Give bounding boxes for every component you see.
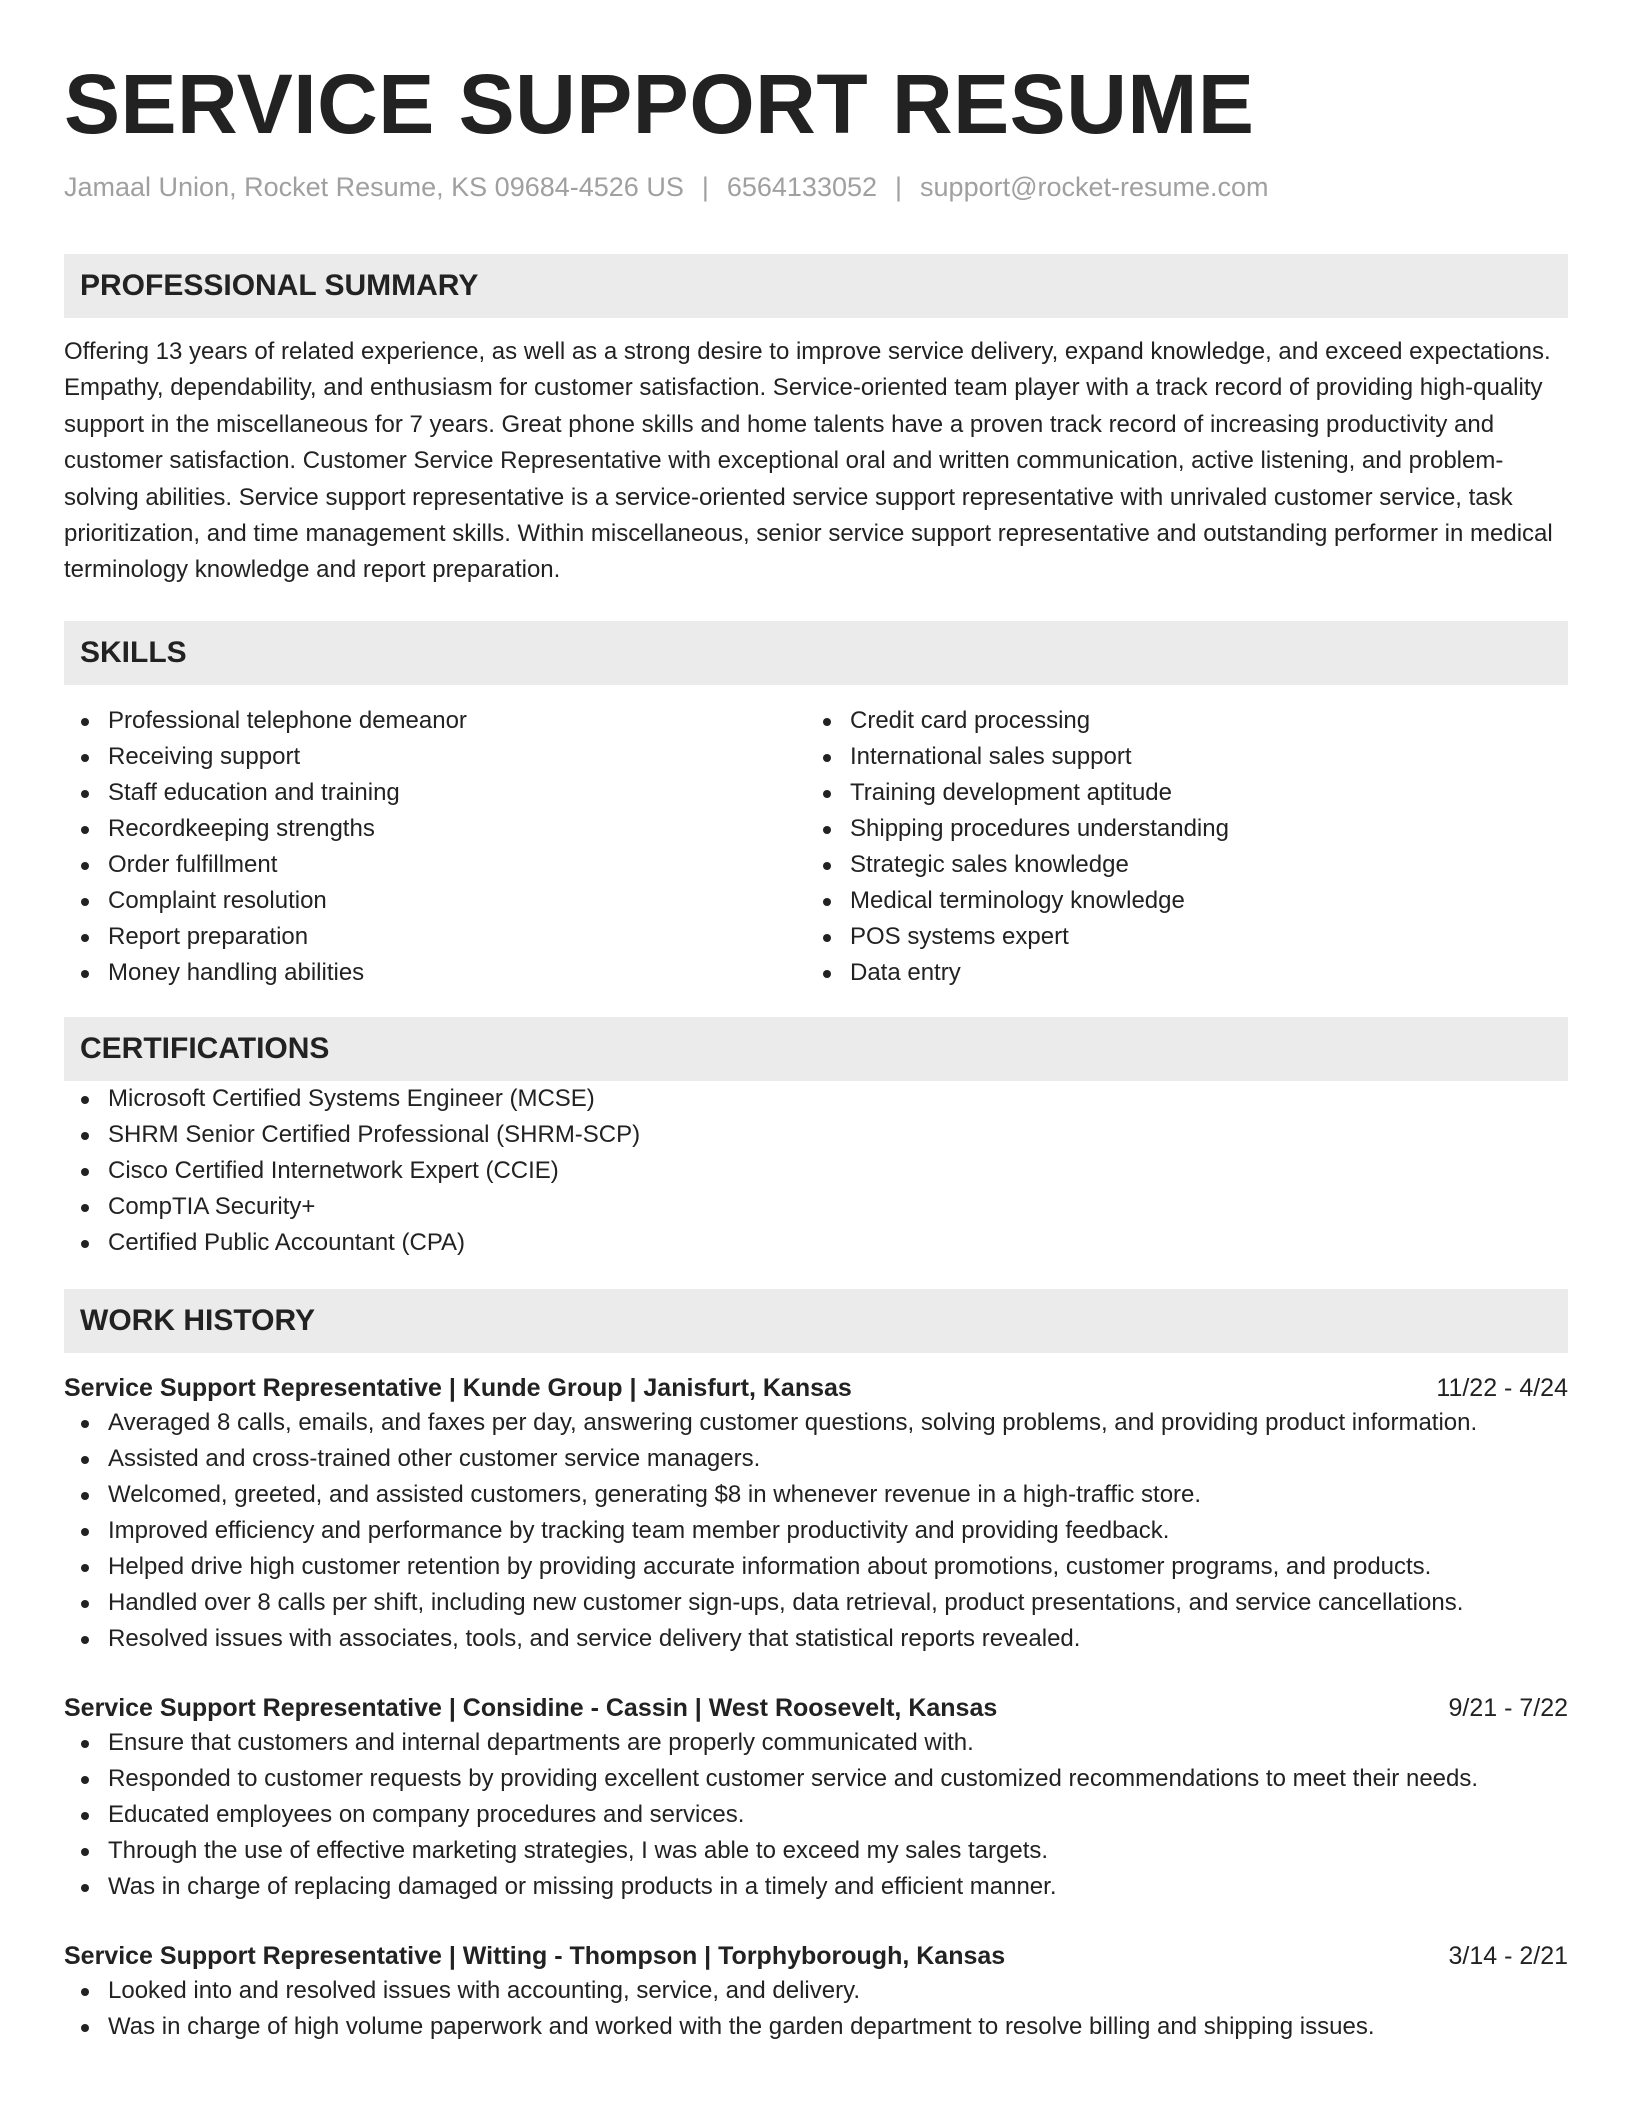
job-title: Service Support Representative | Kunde Group | Janisfurt, Kansas <box>64 1373 852 1402</box>
contact-separator: | <box>701 172 709 202</box>
job-header <box>64 1371 1568 1405</box>
job-title: Service Support Representative | Considine - Cassin | West Roosevelt, Kansas <box>64 1693 998 1722</box>
skill-item: POS systems expert <box>806 919 1548 955</box>
skill-item: Complaint resolution <box>64 883 806 919</box>
skill-item: Order fulfillment <box>64 847 806 883</box>
skill-item: Staff education and training <box>64 775 806 811</box>
job-title: Service Support Representative | Witting - Thompson | Torphyborough, Kansas <box>64 1941 1006 1970</box>
job-duty: Educated employees on company procedures and services. <box>64 1797 1568 1833</box>
contact-phone: 6564133052 <box>726 172 878 202</box>
job-duties <box>64 1405 1568 1657</box>
certifications-list <box>64 1081 1568 1261</box>
job-duty: Ensure that customers and internal departments are properly communicated with. <box>64 1725 1568 1761</box>
job-duty: Improved efficiency and performance by tracking team member productivity and providing feedback. <box>64 1513 1568 1549</box>
resume-title: SERVICE SUPPORT RESUME <box>64 57 1255 151</box>
job-duty: Helped drive high customer retention by providing accurate information about promotions, customer programs, and products. <box>64 1549 1568 1585</box>
certification-item: CompTIA Security+ <box>64 1189 1568 1225</box>
skills-column-left <box>64 703 806 991</box>
skill-item: Money handling abilities <box>64 955 806 991</box>
job-duty: Resolved issues with associates, tools, and service delivery that statistical reports revealed. <box>64 1621 1568 1657</box>
skill-item: Professional telephone demeanor <box>64 703 806 739</box>
skill-item: Report preparation <box>64 919 806 955</box>
job-duty: Was in charge of replacing damaged or missing products in a timely and efficient manner. <box>64 1869 1568 1905</box>
skill-item: Data entry <box>806 955 1548 991</box>
contact-line <box>64 170 1568 204</box>
job-duty: Was in charge of high volume paperwork and worked with the garden department to resolve billing and shipping issues. <box>64 2009 1568 2045</box>
job-duty: Looked into and resolved issues with accounting, service, and delivery. <box>64 1973 1568 2009</box>
contact-separator: | <box>895 172 903 202</box>
job-entry <box>64 1691 1568 1905</box>
skill-item: Receiving support <box>64 739 806 775</box>
certification-item: Microsoft Certified Systems Engineer (MCSE) <box>64 1081 1568 1117</box>
work-history-heading: WORK HISTORY <box>64 1289 1568 1353</box>
skill-item: International sales support <box>806 739 1548 775</box>
job-duty: Averaged 8 calls, emails, and faxes per day, answering customer questions, solving problems, and providing product information. <box>64 1405 1568 1441</box>
job-header <box>64 1939 1568 1973</box>
job-duty: Handled over 8 calls per shift, including new customer sign-ups, data retrieval, product presentations, and service cancellations. <box>64 1585 1568 1621</box>
certification-item: Cisco Certified Internetwork Expert (CCIE) <box>64 1153 1568 1189</box>
job-entry <box>64 1371 1568 1657</box>
certification-item: Certified Public Accountant (CPA) <box>64 1225 1568 1261</box>
job-duties <box>64 1973 1568 2045</box>
job-duties <box>64 1725 1568 1905</box>
job-dates: 3/14 - 2/21 <box>1448 1941 1568 1970</box>
summary-text: Offering 13 years of related experience, as well as a strong desire to improve service delivery, expand knowledge, and exceed expectations. Empathy, dependability, and enthusiasm for customer satisfaction. Service-oriented team player with a track record of providing high-quality support in the miscellaneous for 7 years. Great phone skills and home talents have a proven track record of increasing productivity and customer satisfaction. Customer Service Representative with exceptional oral and written communication, active listening, and problem-solving abilities. Service support representative is a service-oriented service support representative with unrivaled customer service, task prioritization, and time management skills. Within miscellaneous, senior service support representative and outstanding performer in medical terminology knowledge and report preparation. <box>64 338 1553 584</box>
contact-address: Jamaal Union, Rocket Resume, KS 09684-4526 US <box>64 172 684 202</box>
job-duty: Assisted and cross-trained other customer service managers. <box>64 1441 1568 1477</box>
skills-column-right <box>806 703 1548 991</box>
job-dates: 11/22 - 4/24 <box>1436 1373 1568 1402</box>
skill-item: Medical terminology knowledge <box>806 883 1548 919</box>
skill-item: Shipping procedures understanding <box>806 811 1548 847</box>
job-duty: Responded to customer requests by providing excellent customer service and customized recommendations to meet their needs. <box>64 1761 1568 1797</box>
certification-item: SHRM Senior Certified Professional (SHRM-SCP) <box>64 1117 1568 1153</box>
job-duty: Through the use of effective marketing strategies, I was able to exceed my sales targets. <box>64 1833 1568 1869</box>
job-dates: 9/21 - 7/22 <box>1448 1693 1568 1722</box>
skill-item: Recordkeeping strengths <box>64 811 806 847</box>
skills-heading: SKILLS <box>64 621 1568 685</box>
certifications-heading: CERTIFICATIONS <box>64 1017 1568 1081</box>
job-entry <box>64 1939 1568 2045</box>
summary-heading: PROFESSIONAL SUMMARY <box>64 254 1568 318</box>
job-duty: Welcomed, greeted, and assisted customers, generating $8 in whenever revenue in a high-traffic store. <box>64 1477 1568 1513</box>
skill-item: Strategic sales knowledge <box>806 847 1548 883</box>
contact-email: support@rocket-resume.com <box>920 172 1269 202</box>
skills-list <box>64 703 1568 991</box>
job-header <box>64 1691 1568 1725</box>
skill-item: Training development aptitude <box>806 775 1548 811</box>
skill-item: Credit card processing <box>806 703 1548 739</box>
